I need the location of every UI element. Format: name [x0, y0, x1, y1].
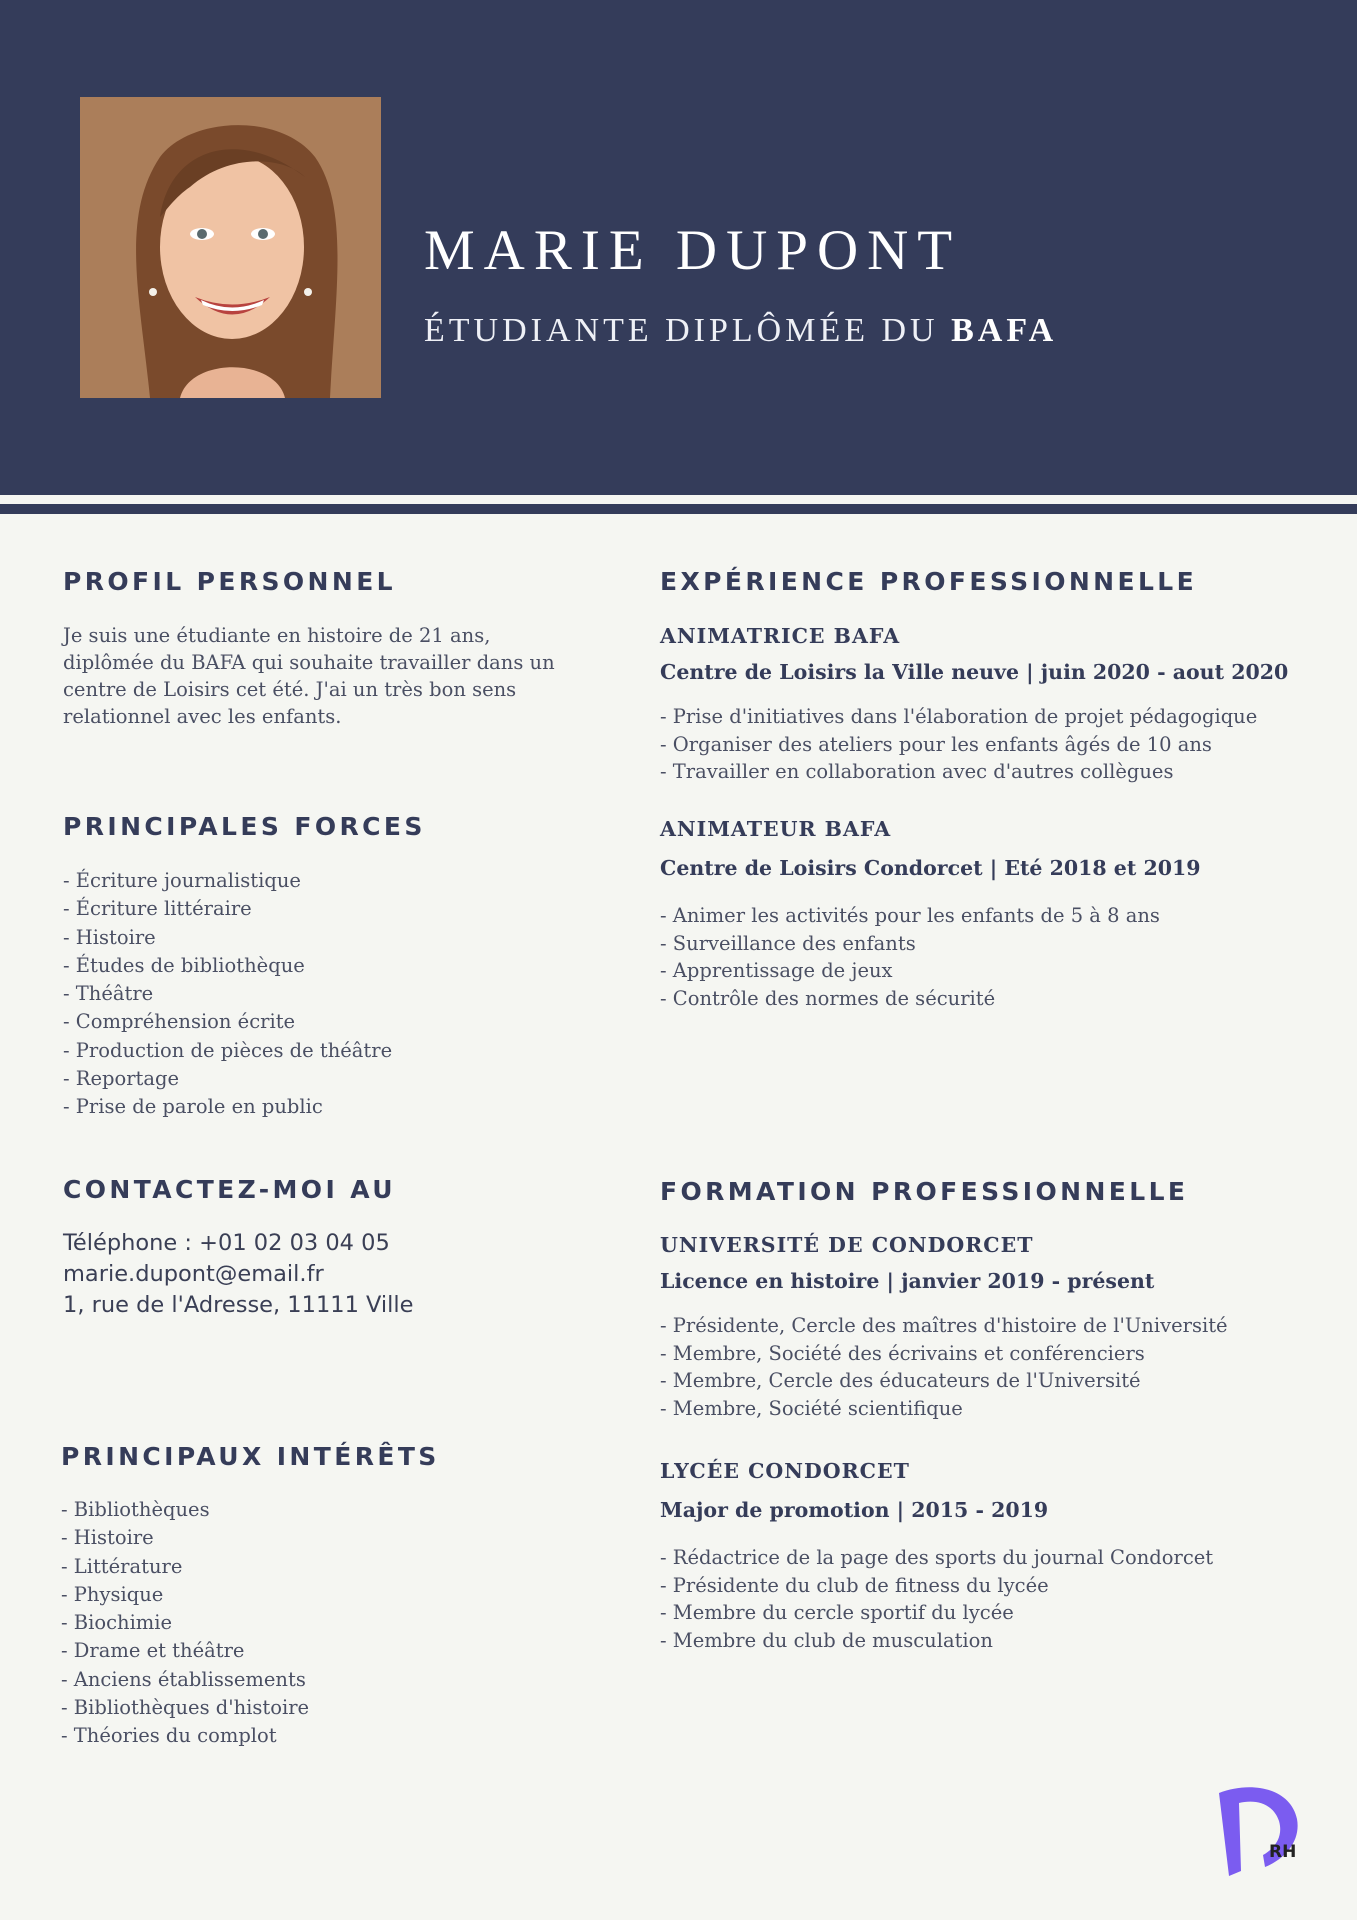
list-item: - Écriture littéraire: [63, 897, 252, 921]
title-bafa: BAFA: [951, 312, 1058, 349]
rh-logo: [1215, 1783, 1305, 1878]
list-item: - Histoire: [61, 1526, 154, 1550]
list-item: - Membre du cercle sportif du lycée: [660, 1601, 1014, 1625]
school-degree: Major de promotion | 2015 - 2019: [660, 1498, 1049, 1522]
school-name: LYCÉE CONDORCET: [660, 1459, 910, 1483]
list-item: - Apprentissage de jeux: [660, 959, 893, 983]
forces-list: [63, 867, 392, 1122]
profil-line: centre de Loisirs cet été. J'ai un très bon sens: [63, 678, 517, 701]
list-item: - Études de bibliothèque: [63, 953, 305, 977]
job-place: Centre de Loisirs Condorcet | Eté 2018 et 2019: [660, 856, 1201, 880]
school-activities: [660, 1544, 1213, 1654]
list-item: - Animer les activités pour les enfants de 5 à 8 ans: [660, 904, 1160, 927]
list-item: - Bibliothèques d'histoire: [61, 1696, 310, 1720]
school-name: UNIVERSITÉ DE CONDORCET: [660, 1233, 1034, 1257]
list-item: - Théories du complot: [61, 1724, 277, 1748]
list-item: - Membre du club de musculation: [660, 1628, 993, 1652]
list-item: - Travailler en collaboration avec d'autres collègues: [660, 760, 1174, 784]
list-item: - Membre, Société des écrivains et conférenciers: [660, 1341, 1145, 1365]
candidate-name: MARIE DUPONT: [424, 219, 962, 282]
list-item: - Biochimie: [61, 1611, 173, 1635]
contact-email[interactable]: marie.dupont@email.fr: [63, 1261, 324, 1287]
list-item: - Compréhension écrite: [63, 1010, 296, 1034]
list-item: - Bibliothèques: [61, 1498, 210, 1521]
profil-heading: PROFIL PERSONNEL: [63, 567, 397, 596]
list-item: - Prise d'initiatives dans l'élaboration de projet pédagogique: [660, 705, 1258, 728]
contact-heading: CONTACTEZ-MOI AU: [63, 1175, 396, 1204]
school-activities: [660, 1312, 1228, 1422]
list-item: - Membre, Cercle des éducateurs de l'Université: [660, 1369, 1141, 1393]
list-item: - Rédactrice de la page des sports du journal Condorcet: [660, 1546, 1214, 1569]
contact-block: [63, 1228, 414, 1321]
job-tasks: [660, 902, 1160, 1012]
job-place: Centre de Loisirs la Ville neuve | juin 2020 - aout 2020: [660, 660, 1289, 684]
job-tasks: [660, 703, 1257, 786]
list-item: - Présidente, Cercle des maîtres d'histoire de l'Université: [660, 1314, 1228, 1337]
interets-heading: PRINCIPAUX INTÉRÊTS: [61, 1442, 440, 1471]
school-degree: Licence en histoire | janvier 2019 - présent: [660, 1269, 1155, 1293]
profil-line: Je suis une étudiante en histoire de 21 ans,: [63, 624, 491, 647]
list-item: - Reportage: [63, 1067, 180, 1091]
contact-phone: Téléphone : +01 02 03 04 05: [63, 1230, 390, 1256]
profil-line: diplômée du BAFA qui souhaite travailler dans un: [63, 651, 555, 674]
formation-heading: FORMATION PROFESSIONNELLE: [660, 1177, 1189, 1206]
job-role: ANIMATRICE BAFA: [660, 624, 901, 648]
forces-heading: PRINCIPALES FORCES: [63, 812, 426, 841]
list-item: - Production de pièces de théâtre: [63, 1038, 393, 1062]
title-prefix: ÉTUDIANTE DIPLÔMÉE DU: [424, 312, 952, 349]
experience-heading: EXPÉRIENCE PROFESSIONNELLE: [660, 567, 1198, 596]
logo-text: RH: [1269, 1842, 1297, 1862]
list-item: - Prise de parole en public: [63, 1095, 323, 1119]
list-item: - Présidente du club de fitness du lycée: [660, 1573, 1049, 1597]
list-item: - Physique: [61, 1582, 164, 1606]
header-divider: [0, 504, 1357, 514]
list-item: - Écriture journalistique: [63, 869, 301, 892]
profil-text: [63, 622, 583, 730]
contact-address: 1, rue de l'Adresse, 11111 Ville: [63, 1292, 414, 1318]
list-item: - Surveillance des enfants: [660, 931, 916, 955]
list-item: - Membre, Société scientifique: [660, 1396, 963, 1420]
profile-photo: [80, 97, 381, 398]
candidate-title: [424, 314, 1057, 348]
list-item: - Contrôle des normes de sécurité: [660, 986, 996, 1010]
interets-list: [61, 1496, 309, 1751]
profil-line: relationnel avec les enfants.: [63, 705, 342, 728]
list-item: - Anciens établissements: [61, 1667, 306, 1691]
list-item: - Littérature: [61, 1554, 183, 1578]
list-item: - Organiser des ateliers pour les enfants âgés de 10 ans: [660, 732, 1212, 756]
list-item: - Drame et théâtre: [61, 1639, 245, 1663]
list-item: - Histoire: [63, 925, 156, 949]
job-role: ANIMATEUR BAFA: [660, 817, 892, 841]
list-item: - Théâtre: [63, 982, 154, 1006]
